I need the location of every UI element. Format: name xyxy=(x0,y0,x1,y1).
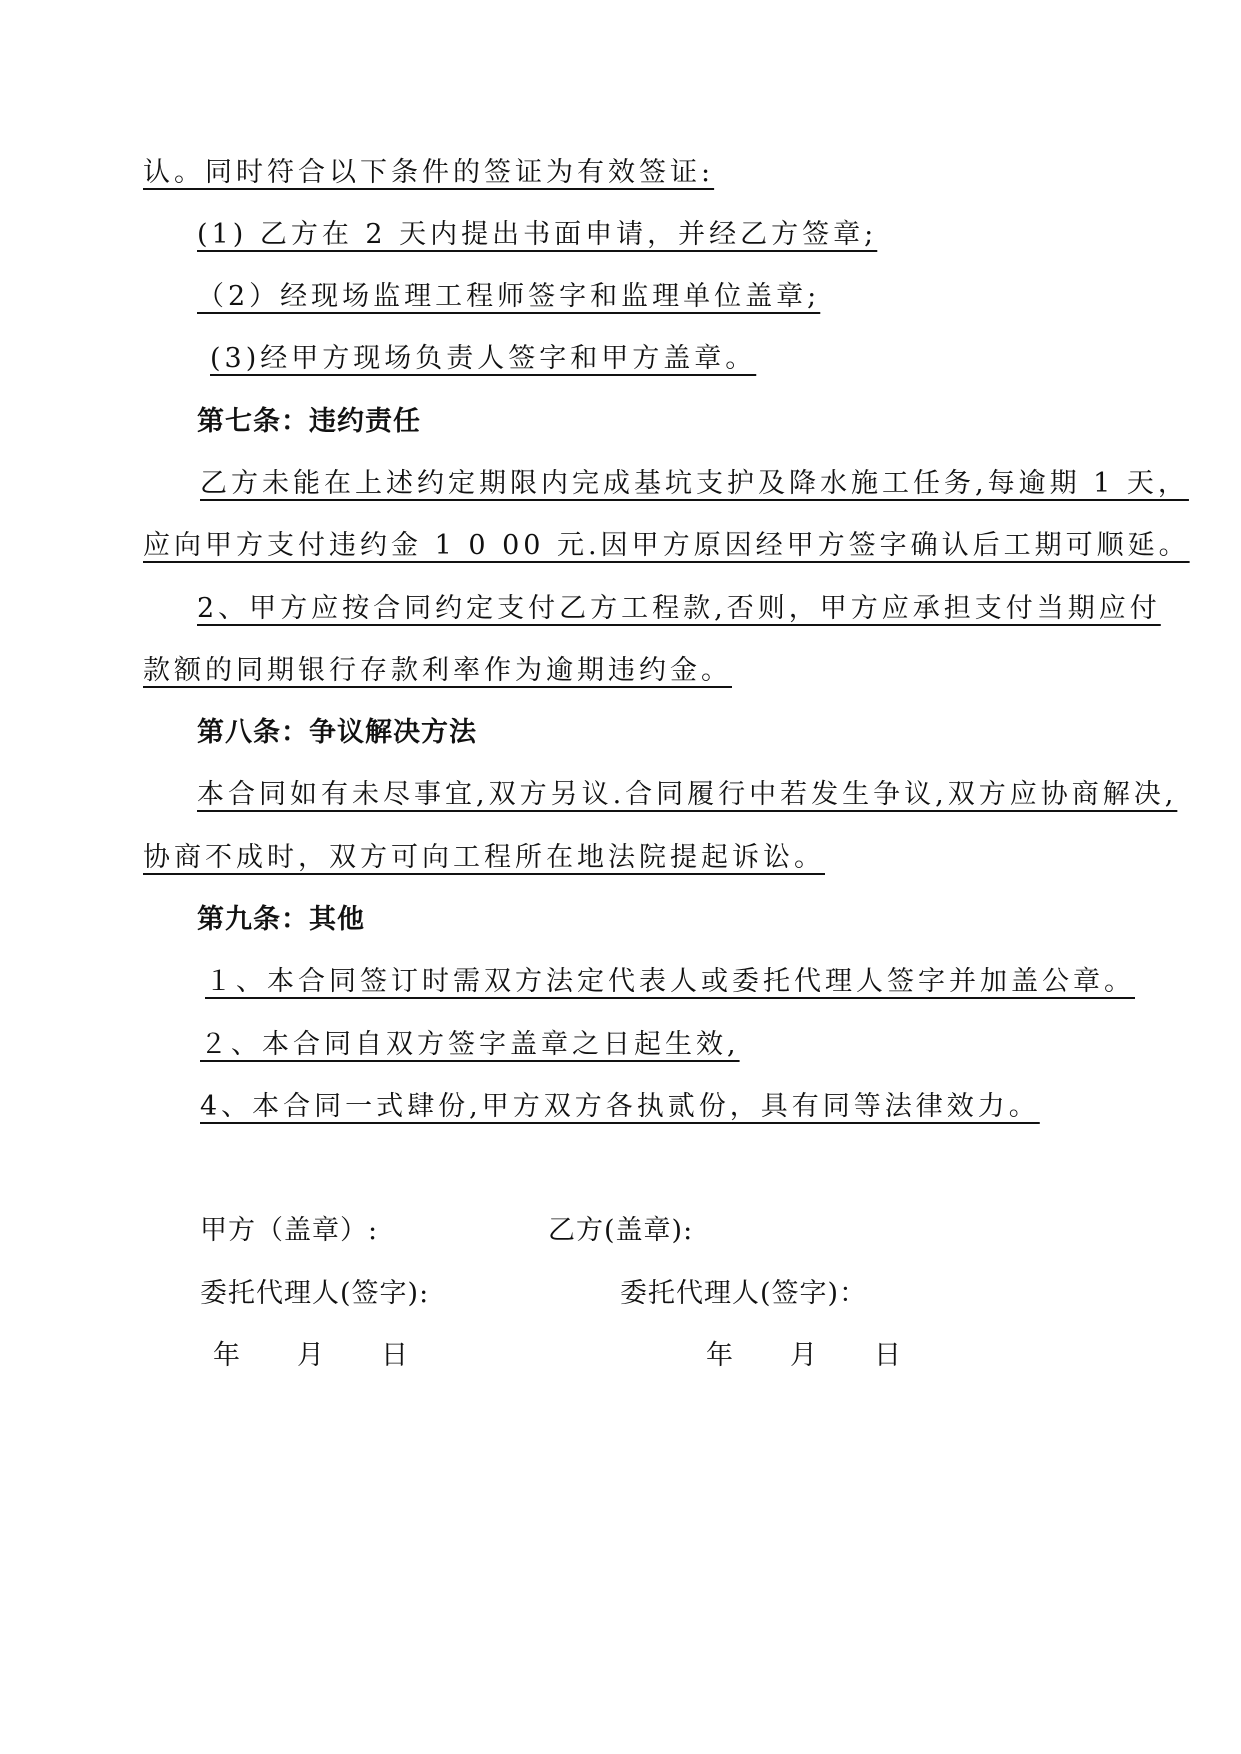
clause6-item-1 xyxy=(197,218,877,252)
clause8-line1 xyxy=(197,778,1177,812)
clause8-line2-text: 协商不成时，双方可向工程所在地法院提起诉讼。 xyxy=(143,842,825,873)
clause6-item-2 xyxy=(197,280,820,314)
clause9-item-1 xyxy=(205,965,1135,999)
party-b-seal-label: 乙方(盖章): xyxy=(548,1215,694,1246)
clause8-line2 xyxy=(143,841,825,875)
party-a-date: 年 月 日 xyxy=(213,1340,409,1371)
clause9-heading: 第九条：其他 xyxy=(197,904,365,935)
clause6-item-2-text: （2）经现场监理工程师签字和监理单位盖章; xyxy=(197,281,821,312)
party-b-date: 年 月 日 xyxy=(706,1340,902,1371)
clause6-item-3 xyxy=(210,342,756,376)
clause9-item-3 xyxy=(200,1090,1040,1124)
clause8-line1-text: 本合同如有未尽事宜,双方另议.合同履行中若发生争议,双方应协商解决, xyxy=(197,779,1178,810)
clause6-item-3-text: (3)经甲方现场负责人签字和甲方盖章。 xyxy=(210,343,757,374)
clause7-paragraph1-line1 xyxy=(200,467,1189,501)
clause7-p1-line2-text: 应向甲方支付违约金 1 0 00 元.因甲方原因经甲方签字确认后工期可顺延。 xyxy=(143,530,1190,561)
clause8-heading: 第八条：争议解决方法 xyxy=(197,717,477,748)
clause6-item-1-text: (1) 乙方在 2 天内提出书面申请，并经乙方签章; xyxy=(197,219,878,250)
clause7-p1-line1-text: 乙方未能在上述约定期限内完成基坑支护及降水施工任务,每逾期 1 天， xyxy=(200,468,1189,499)
clause7-p2-line1-text: 2、甲方应按合同约定支付乙方工程款,否则，甲方应承担支付当期应付 xyxy=(197,593,1161,624)
party-a-seal-label: 甲方（盖章）: xyxy=(200,1215,379,1246)
party-b-agent-label: 委托代理人(签字)： xyxy=(620,1278,868,1309)
clause7-paragraph2-line2 xyxy=(143,654,732,688)
clause7-paragraph1-line2 xyxy=(143,529,1190,563)
clause9-item-2-text: ２、本合同自双方签字盖章之日起生效, xyxy=(200,1029,740,1060)
party-a-agent-label: 委托代理人(签字): xyxy=(200,1278,430,1309)
clause9-item-3-text: 4、本合同一式肆份,甲方双方各执贰份，具有同等法律效力。 xyxy=(200,1091,1040,1122)
clause7-heading: 第七条：违约责任 xyxy=(197,406,421,437)
clause6-tail-text: 认。同时符合以下条件的签证为有效签证: xyxy=(143,157,715,188)
clause9-item-1-text: １、本合同签订时需双方法定代表人或委托代理人签字并加盖公章。 xyxy=(205,966,1135,997)
clause9-item-2 xyxy=(200,1028,740,1062)
clause7-p2-line2-text: 款额的同期银行存款利率作为逾期违约金。 xyxy=(143,655,732,686)
clause7-paragraph2-line1 xyxy=(197,592,1161,626)
